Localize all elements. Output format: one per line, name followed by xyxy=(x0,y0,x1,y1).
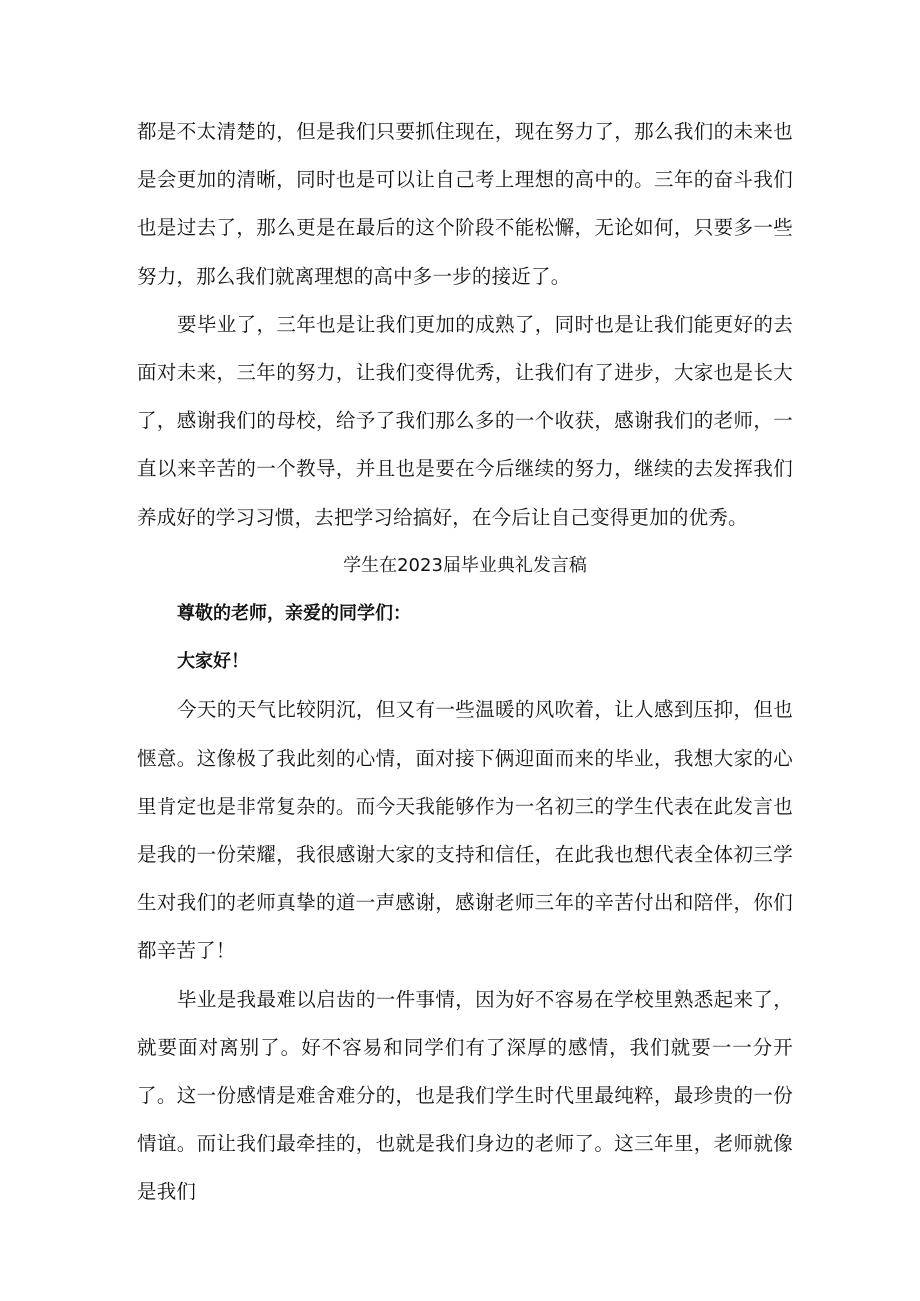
paragraph-continued: 都是不太清楚的，但是我们只要抓住现在，现在努力了，那么我们的未来也是会更加的清晰，同时也是可以让自己考上理想的高中的。三年的奋斗我们也是过去了，那么更是在最后的这个阶段不能松懈，无论如何，只要多一些努力，那么我们就离理想的高中多一步的接近了。 xyxy=(137,120,793,288)
document-body xyxy=(137,108,793,1217)
paragraph-weather-mood: 今天的天气比较阴沉，但又有一些温暖的风吹着，让人感到压抑，但也惬意。这像极了我此刻的心情，面对接下俩迎面而来的毕业，我想大家的心里肯定也是非常复杂的。而今天我能够作为一名初三的学生代表在此发言也是我的一份荣耀，我很感谢大家的支持和信任，在此我也想代表全体初三学生对我们的老师真挚的道一声感谢，感谢老师三年的辛苦付出和陪伴，你们都辛苦了！ xyxy=(137,698,793,963)
paragraph-graduation-reflection: 要毕业了，三年也是让我们更加的成熟了，同时也是让我们能更好的去面对未来，三年的努力，让我们变得优秀，让我们有了进步，大家也是长大了，感谢我们的母校，给予了我们那么多的一个收获，感谢我们的老师，一直以来辛苦的一个教导，并且也是要在今后继续的努力，继续的去发挥我们养成好的学习习惯，去把学习给搞好，在今后让自己变得更加的优秀。 xyxy=(137,312,793,529)
speech-greeting: 大家好！ xyxy=(177,651,249,673)
paragraph-farewell: 毕业是我最难以启齿的一件事情，因为好不容易在学校里熟悉起来了，就要面对离别了。好不容易和同学们有了深厚的感情，我们就要一一分开了。这一份感情是难舍难分的，也是我们学生时代里最纯粹，最珍贵的一份情谊。而让我们最牵挂的，也就是我们身边的老师了。这三年里，老师就像是我们 xyxy=(137,987,793,1204)
speech-title: 学生在2023届毕业典礼发言稿 xyxy=(343,554,587,576)
speech-salutation: 尊敬的老师，亲爱的同学们： xyxy=(177,603,411,625)
